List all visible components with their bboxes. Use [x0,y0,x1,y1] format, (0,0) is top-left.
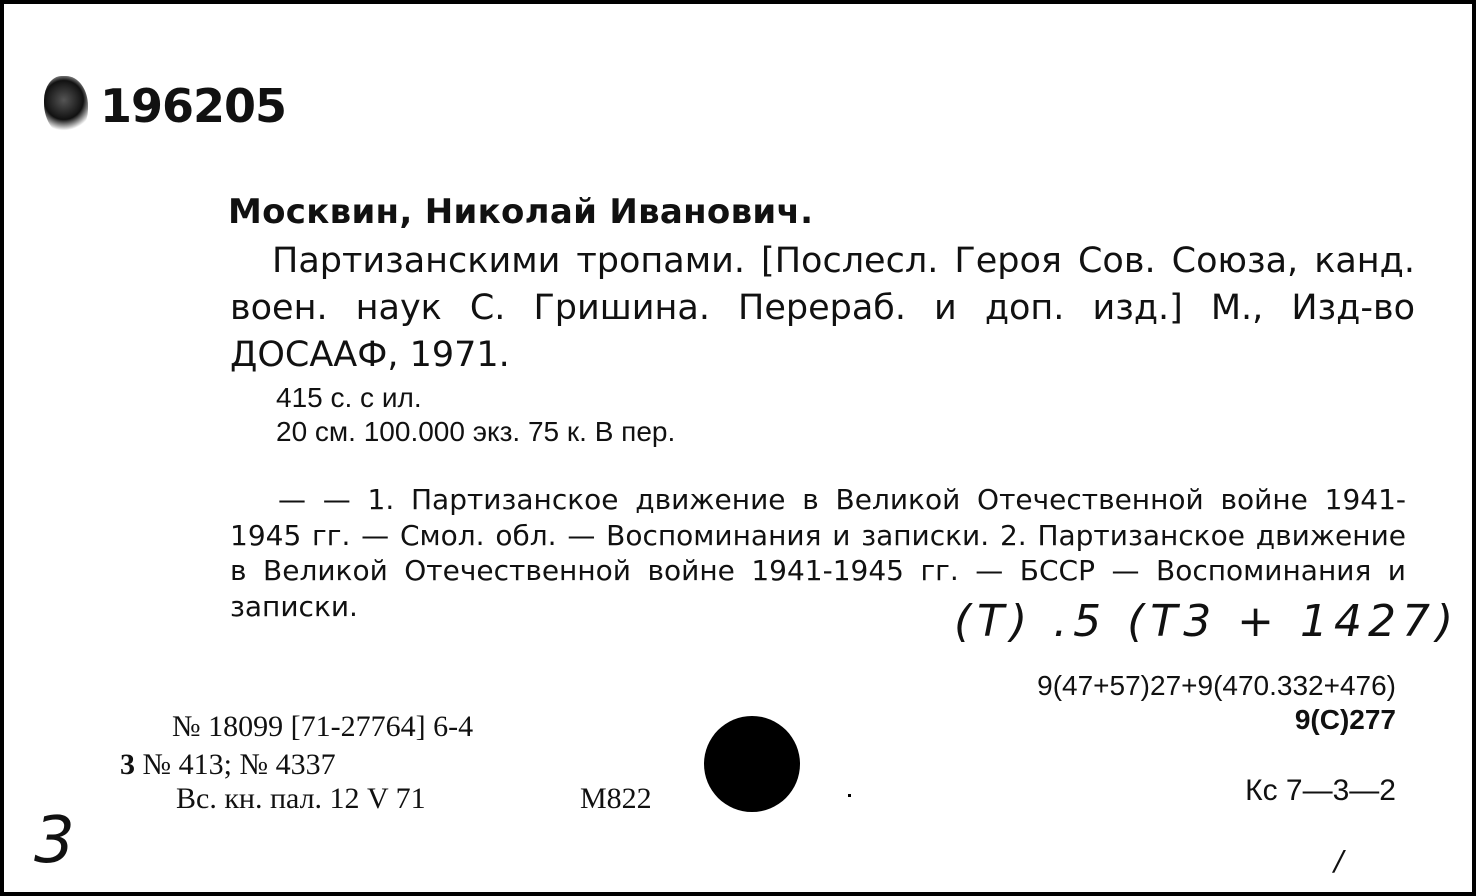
record-line-2-rest: № 413; № 4337 [135,748,336,781]
title-description: Партизанскими тропами. [Послесл. Героя Сов. Союза, канд. воен. наук С. Гришина. Перераб. и доп. изд.] М., Изд-во ДОСААФ, 1971. [230,241,1415,375]
catalog-card [4,4,1472,892]
speck [848,794,851,797]
size-price: 20 см. 100.000 экз. 75 к. В пер. [276,416,676,447]
subject-headings: — — 1. Партизанское движение в Великой Отечественной войне 1941-1945 гг. — Смол. обл. — Воспоминания и записки. 2. Партизанское движение в Великой Отечественной войне 1941-1945 гг. — БССР — Воспоминания и записки. [230,483,1406,623]
author-heading: Москвин, Николай Иванович. [228,192,814,232]
classification-index: 9(47+57)27+9(470.332+476) [1037,670,1396,701]
tick-mark: / [1334,844,1344,877]
corner-handwritten-mark: 3 [34,804,75,878]
record-number: № 18099 [71-27764] 6-4 [172,710,474,743]
handwritten-notation: (Т) .5 (Т3 + 1427) [954,596,1460,647]
chamber-record: Вс. кн. пал. 12 V 71 [176,782,426,815]
card-number [44,76,286,136]
classification-index-bold: 9(С)277 [1294,704,1396,735]
card-code: Кс 7—3—2 [1245,774,1396,807]
punch-hole [704,716,800,812]
card-number-text: 196205 [100,79,287,133]
press-code: М822 [580,782,652,815]
record-line-2 [120,748,336,782]
record-line-2-prefix: 3 [120,748,135,781]
pagination: 415 с. с ил. [276,382,422,413]
ink-blot-icon [44,76,88,136]
